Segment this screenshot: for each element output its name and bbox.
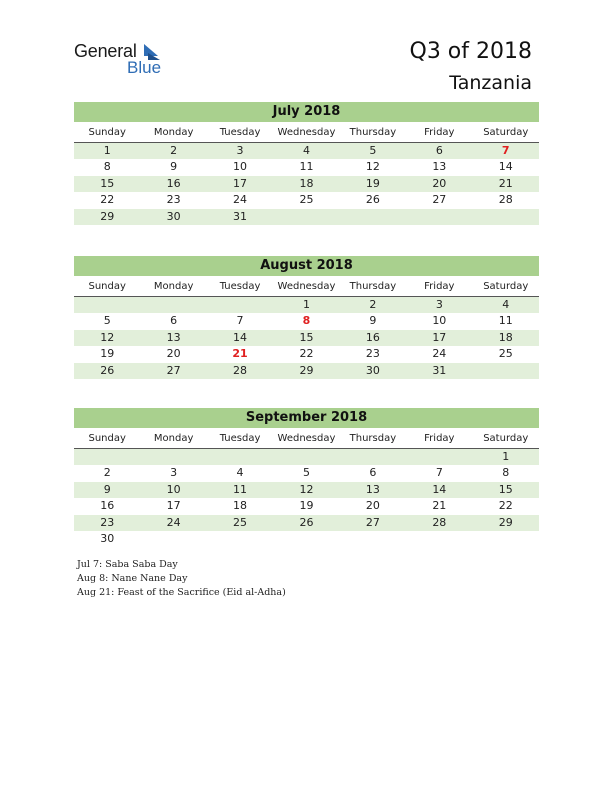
day-cell: 15 (299, 330, 314, 344)
day-cell: 8 (103, 160, 111, 174)
weekday-label: Friday (424, 433, 455, 444)
holiday-day-cell: 21 (232, 347, 248, 361)
day-cell: 13 (365, 482, 380, 496)
day-cell (140, 531, 206, 547)
day-cell: 26 (299, 515, 314, 529)
day-cell: 4 (502, 298, 510, 311)
day-cell: 1 (302, 298, 310, 311)
page-title: Q3 of 2018 (409, 39, 532, 64)
week-row (74, 498, 539, 514)
day-cell: 19 (100, 347, 115, 361)
day-cell (273, 531, 339, 547)
day-cell: 17 (432, 330, 447, 344)
day-cell: 24 (233, 193, 248, 207)
day-cell: 23 (100, 515, 115, 529)
day-cell: 27 (365, 515, 380, 529)
day-cell: 2 (369, 298, 377, 311)
day-cell: 2 (103, 466, 111, 480)
day-cell: 1 (502, 450, 510, 463)
week-row (74, 192, 539, 208)
day-cell: 10 (166, 482, 181, 496)
day-cell: 13 (432, 160, 447, 174)
day-cell: 18 (498, 330, 513, 344)
day-cell: 11 (233, 482, 248, 496)
day-cell: 21 (498, 176, 513, 190)
day-cell: 31 (432, 363, 447, 377)
day-cell: 20 (166, 347, 181, 361)
day-cell: 8 (502, 466, 510, 480)
day-cell: 20 (432, 176, 447, 190)
week-row (74, 482, 539, 498)
generalblue-logo (74, 41, 184, 81)
weekday-label: Monday (153, 433, 194, 444)
day-cell (473, 209, 539, 225)
day-cell (406, 531, 472, 547)
weekday-label: Thursday (349, 127, 397, 138)
day-cell (74, 297, 140, 313)
day-cell: 9 (369, 314, 377, 328)
weekday-label: Saturday (483, 281, 529, 292)
day-cell (74, 449, 140, 465)
day-cell: 25 (233, 515, 248, 529)
day-cell: 24 (166, 515, 181, 529)
day-cell: 5 (103, 314, 111, 328)
day-cell: 25 (299, 193, 314, 207)
day-cell: 4 (302, 144, 310, 157)
month-calendar (74, 256, 539, 379)
day-cell (473, 363, 539, 379)
day-cell: 4 (236, 466, 244, 480)
weekday-header-row (74, 278, 539, 297)
week-row (74, 346, 539, 362)
day-cell: 13 (166, 330, 181, 344)
day-cell (207, 531, 273, 547)
day-cell (406, 209, 472, 225)
day-cell: 27 (166, 363, 181, 377)
week-row (74, 531, 539, 547)
day-cell: 31 (233, 209, 248, 223)
day-cell: 29 (498, 515, 513, 529)
day-cell: 20 (365, 499, 380, 513)
day-cell: 9 (103, 482, 111, 496)
day-cell: 24 (432, 347, 447, 361)
week-row (74, 159, 539, 175)
day-cell: 6 (170, 314, 178, 328)
day-cell: 29 (299, 363, 314, 377)
country-name: Tanzania (449, 72, 532, 94)
day-cell (207, 297, 273, 313)
day-cell: 14 (498, 160, 513, 174)
day-cell: 19 (299, 499, 314, 513)
logo-text-general: General (74, 41, 137, 61)
day-cell: 5 (369, 144, 377, 157)
day-cell: 11 (299, 160, 314, 174)
holiday-note: Aug 8: Nane Nane Day (77, 573, 188, 584)
day-cell: 12 (299, 482, 314, 496)
day-cell: 7 (236, 314, 244, 328)
month-title: September 2018 (74, 408, 539, 428)
day-cell: 12 (365, 160, 380, 174)
weekday-label: Tuesday (219, 127, 261, 138)
holiday-day-cell: 7 (501, 144, 510, 157)
day-cell: 22 (498, 499, 513, 513)
day-cell (140, 297, 206, 313)
weekday-label: Thursday (349, 281, 397, 292)
month-title: July 2018 (74, 102, 539, 122)
weekday-label: Friday (424, 127, 455, 138)
day-cell: 9 (170, 160, 178, 174)
holiday-notes (77, 558, 286, 600)
day-cell: 26 (365, 193, 380, 207)
weekday-label: Saturday (483, 127, 529, 138)
day-cell (406, 449, 472, 465)
week-row (74, 363, 539, 379)
day-cell: 27 (432, 193, 447, 207)
day-cell (273, 209, 339, 225)
day-cell (340, 449, 406, 465)
day-cell: 15 (498, 482, 513, 496)
day-cell: 1 (103, 144, 111, 157)
day-cell (207, 449, 273, 465)
day-cell: 7 (435, 466, 443, 480)
weekday-label: Friday (424, 281, 455, 292)
week-row (74, 176, 539, 192)
day-cell: 28 (233, 363, 248, 377)
day-cell: 23 (166, 193, 181, 207)
day-cell (273, 449, 339, 465)
weekday-label: Saturday (483, 433, 529, 444)
weekday-label: Thursday (349, 433, 397, 444)
day-cell: 2 (170, 144, 178, 157)
day-cell: 14 (432, 482, 447, 496)
day-cell: 30 (365, 363, 380, 377)
day-cell: 3 (170, 466, 178, 480)
week-row (74, 313, 539, 329)
day-cell: 16 (100, 499, 115, 513)
weekday-label: Sunday (88, 433, 126, 444)
day-cell: 28 (498, 193, 513, 207)
day-cell: 22 (100, 193, 115, 207)
day-cell: 10 (432, 314, 447, 328)
holiday-note: Aug 21: Feast of the Sacrifice (Eid al-Adha) (77, 587, 286, 598)
month-calendar (74, 102, 539, 225)
week-row (74, 330, 539, 346)
week-row (74, 465, 539, 481)
holiday-day-cell: 8 (302, 314, 311, 328)
day-cell: 28 (432, 515, 447, 529)
month-calendar (74, 408, 539, 547)
weekday-label: Wednesday (277, 281, 336, 292)
day-cell (340, 531, 406, 547)
day-cell: 26 (100, 363, 115, 377)
day-cell: 29 (100, 209, 115, 223)
day-cell: 3 (435, 298, 443, 311)
day-cell: 21 (432, 499, 447, 513)
day-cell: 30 (100, 531, 115, 545)
month-title: August 2018 (74, 256, 539, 276)
day-cell (473, 531, 539, 547)
day-cell: 10 (233, 160, 248, 174)
day-cell: 23 (365, 347, 380, 361)
day-cell: 5 (302, 466, 310, 480)
day-cell: 16 (365, 330, 380, 344)
day-cell: 11 (498, 314, 513, 328)
weekday-label: Wednesday (277, 433, 336, 444)
day-cell (340, 209, 406, 225)
weekday-label: Monday (153, 127, 194, 138)
week-row (74, 143, 539, 159)
day-cell: 6 (369, 466, 377, 480)
week-row (74, 297, 539, 313)
weekday-label: Tuesday (219, 433, 261, 444)
day-cell: 14 (233, 330, 248, 344)
weekday-header-row (74, 124, 539, 143)
day-cell: 3 (236, 144, 244, 157)
week-row (74, 515, 539, 531)
weekday-label: Wednesday (277, 127, 336, 138)
day-cell: 16 (166, 176, 181, 190)
day-cell: 15 (100, 176, 115, 190)
logo-text-blue: Blue (127, 58, 162, 77)
day-cell (140, 449, 206, 465)
day-cell: 12 (100, 330, 115, 344)
weekday-label: Tuesday (219, 281, 261, 292)
weekday-header-row (74, 430, 539, 449)
week-row (74, 449, 539, 465)
week-row (74, 209, 539, 225)
day-cell: 17 (166, 499, 181, 513)
day-cell: 17 (233, 176, 248, 190)
day-cell: 30 (166, 209, 181, 223)
day-cell: 18 (233, 499, 248, 513)
day-cell: 6 (435, 144, 443, 157)
day-cell: 25 (498, 347, 513, 361)
weekday-label: Sunday (88, 281, 126, 292)
weekday-label: Monday (153, 281, 194, 292)
holiday-note: Jul 7: Saba Saba Day (77, 559, 178, 570)
day-cell: 18 (299, 176, 314, 190)
day-cell: 19 (365, 176, 380, 190)
weekday-label: Sunday (88, 127, 126, 138)
day-cell: 22 (299, 347, 314, 361)
